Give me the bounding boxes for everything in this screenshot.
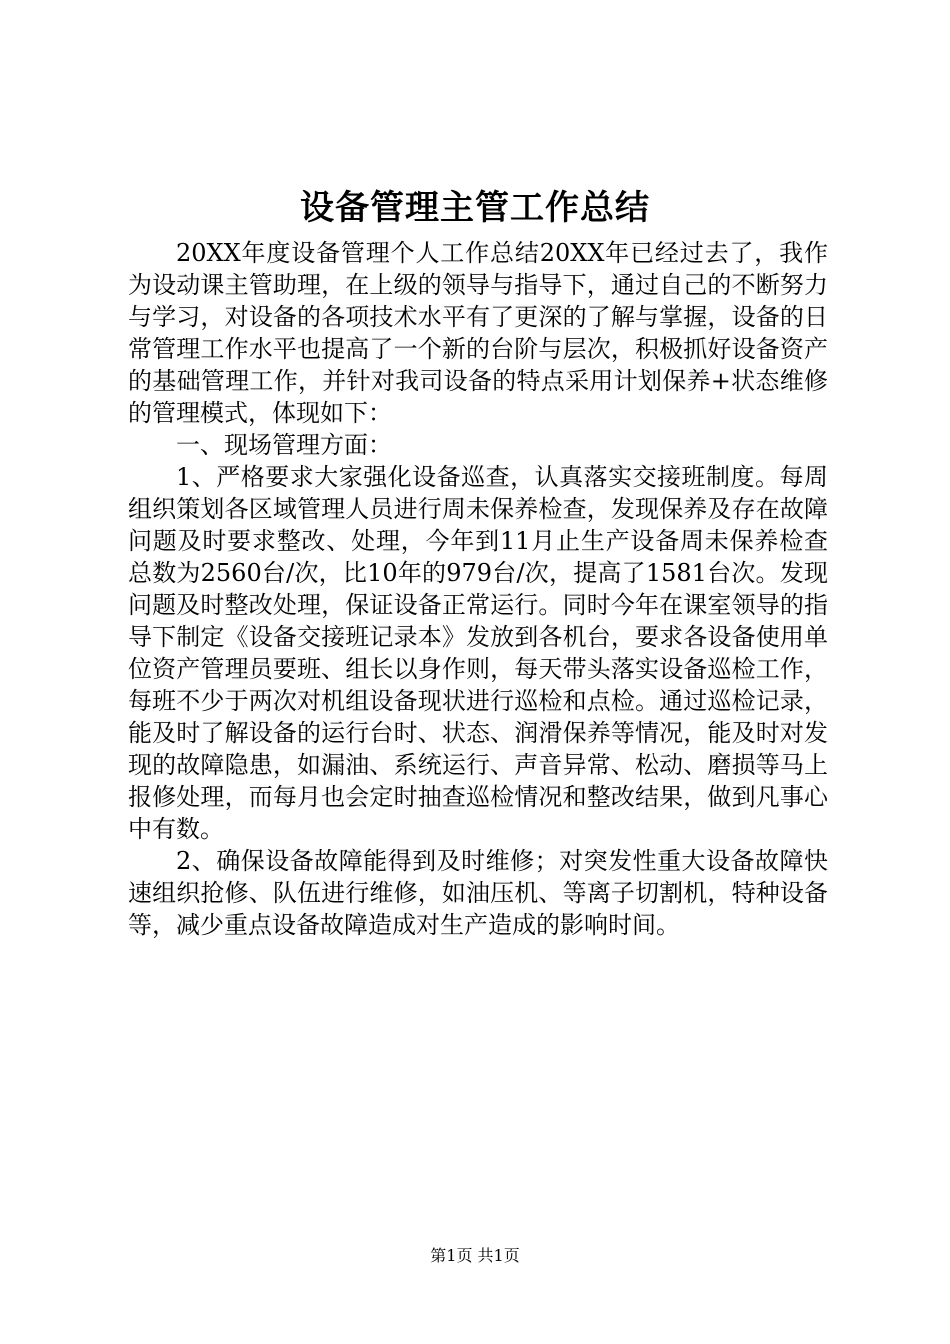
paragraph-intro: 20XX年度设备管理个人工作总结20XX年已经过去了，我作为设动课主管助理，在上级的领导与指导下，通过自己的不断努力与学习，对设备的各项技术水平有了更深的了解与掌握，设备的日常管理工作水平也提高了一个新的台阶与层次，积极抓好设备资产的基础管理工作，并针对我司设备的特点采用计划保养+状态维修的管理模式，体现如下：	[128, 239, 828, 427]
paragraph-item-1: 1、严格要求大家强化设备巡查，认真落实交接班制度。每周组织策划各区域管理人员进行周未保养检查，发现保养及存在故障问题及时要求整改、处理，今年到11月止生产设备周未保养检查总数为2560台/次，比10年的979台/次，提高了1581台次。发现问题及时整改处理，保证设备正常运行。同时今年在课室领导的指导下制定《设备交接班记录本》发放到各机台，要求各设备使用单位资产管理员要班、组长以身作则，每天带头落实设备巡检工作，每班不少于两次对机组设备现状进行巡检和点检。通过巡检记录，能及时了解设备的运行台时、状态、润滑保养等情况，能及时对发现的故障隐患，如漏油、系统运行、声音异常、松动、磨损等马上报修处理，而每月也会定时抽查巡检情况和整改结果，做到凡事心中有数。	[128, 463, 828, 843]
page-footer: 第1页 共1页	[430, 1246, 520, 1265]
document-title: 设备管理主管工作总结	[300, 188, 650, 228]
paragraph-item-2: 2、确保设备故障能得到及时维修；对突发性重大设备故障快速组织抢修、队伍进行维修，如油压机、等离子切割机，特种设备等，减少重点设备故障造成对生产造成的影响时间。	[128, 847, 828, 939]
paragraph-section-heading: 一、现场管理方面：	[176, 431, 392, 459]
document-body	[128, 237, 828, 941]
